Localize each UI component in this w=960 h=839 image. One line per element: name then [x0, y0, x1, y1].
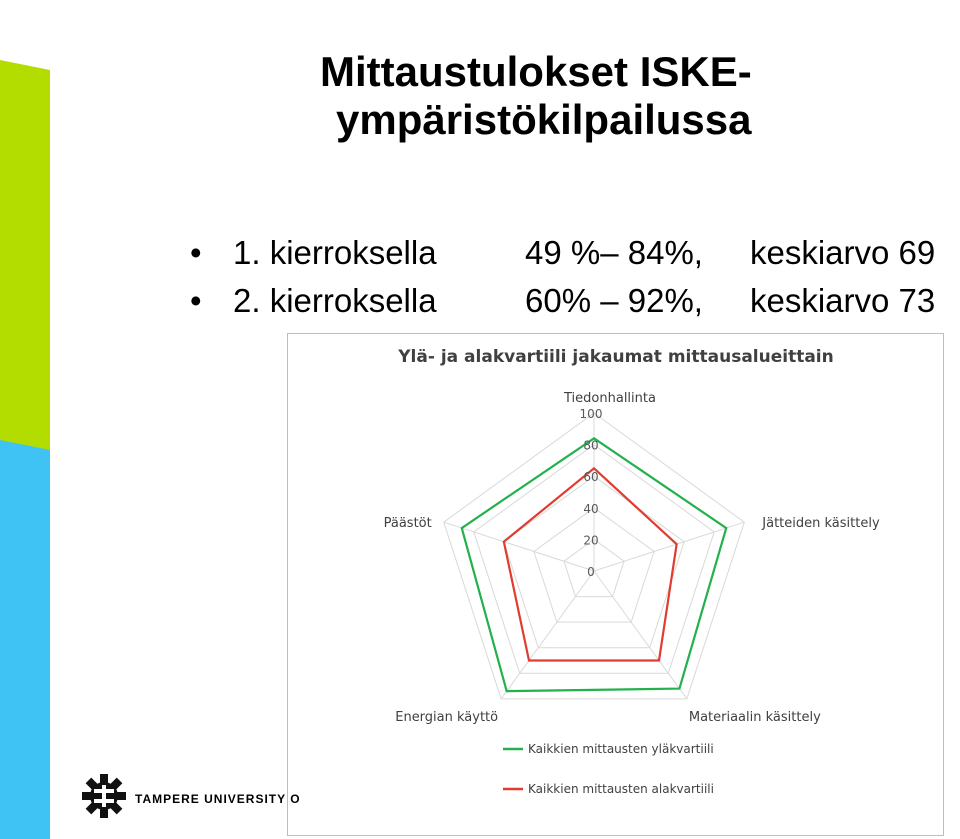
round-range: 60% – 92%, [525, 282, 703, 319]
axis-label: Jätteiden käsittely [762, 516, 880, 532]
slide-title-line-2: ympäristökilpailussa [336, 96, 752, 143]
tick-label: 60 [583, 470, 599, 485]
result-bullet-list [190, 234, 960, 330]
radar-chart-panel [287, 333, 944, 836]
axis-label: Tiedonhallinta [564, 391, 656, 406]
tick-label: 100 [579, 407, 603, 421]
tick-label: 0 [587, 565, 595, 579]
round-label: 2. kierroksella [233, 282, 437, 319]
slide-title-line-1: Mittaustulokset ISKE- [320, 48, 752, 95]
round-range: 49 %– 84%, [525, 234, 703, 271]
bullet-dot: • [190, 234, 202, 271]
grid-spoke [594, 571, 687, 699]
round-mean: keskiarvo 69 [750, 234, 936, 271]
axis-label: Materiaalin käsittely [688, 709, 821, 725]
legend-label: Kaikkien mittausten yläkvartiili [528, 742, 714, 756]
axis-label: Päästöt [383, 516, 432, 532]
university-logo [80, 772, 301, 822]
round-mean: keskiarvo 73 [750, 282, 936, 319]
green-accent-stripe [0, 60, 50, 455]
tick-label: 20 [583, 533, 599, 548]
radar-chart [288, 334, 945, 837]
bullet-item-round-1 [190, 234, 960, 282]
bullet-item-round-2 [190, 282, 960, 330]
blue-accent-stripe [0, 440, 50, 839]
chart-title: Ylä- ja alakvartiili jakaumat mittausalueittain [398, 347, 834, 367]
bullet-dot: • [190, 282, 202, 319]
gear-icon [80, 772, 128, 820]
round-label: 1. kierroksella [233, 234, 437, 271]
slide-title [320, 48, 940, 144]
university-logo-text: TAMPERE UNIVERSITY O [135, 792, 301, 806]
tick-label: 40 [583, 501, 599, 516]
axis-label: Energian käyttö [395, 709, 499, 725]
legend-label: Kaikkien mittausten alakvartiili [528, 782, 714, 796]
tick-label: 80 [583, 438, 599, 453]
